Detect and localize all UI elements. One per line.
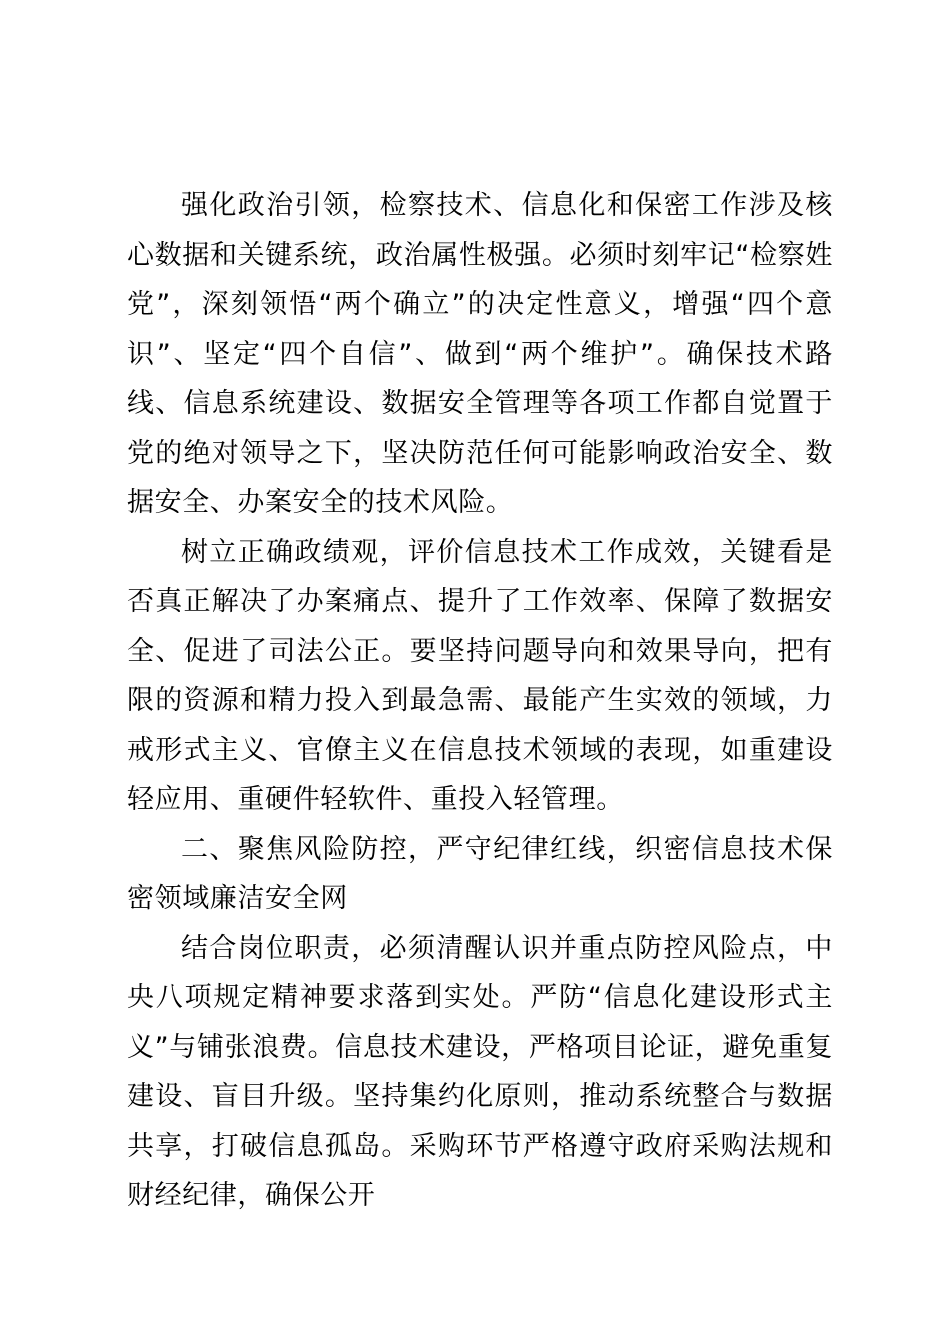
section-heading: 二、聚焦风险防控，严守纪律红线，织密信息技术保密领域廉洁安全网 [127,833,833,914]
document-body [127,181,833,1221]
paragraph-political-guidance: 强化政治引领，检察技术、信息化和保密工作涉及核心数据和关键系统，政治属性极强。必须时刻牢记“检察姓党”，深刻领悟“两个确立”的决定性意义，增强“四个意识”、坚定“四个自信”、做到“两个维护”。确保技术路线、信息系统建设、数据安全管理等各项工作都自觉置于党的绝对领导之下，坚决防范任何可能影响政治安全、数据安全、办案安全的技术风险。 [127,190,833,518]
paragraph-risk-control: 结合岗位职责，必须清醒认识并重点防控风险点，中央八项规定精神要求落到实处。严防“信息化建设形式主义”与铺张浪费。信息技术建设，严格项目论证，避免重复建设、盲目升级。坚持集约化原则，推动系统整合与数据共享，打破信息孤岛。采购环节严格遵守政府采购法规和财经纪律，确保公开 [127,932,833,1211]
paragraph-performance-view: 树立正确政绩观，评价信息技术工作成效，关键看是否真正解决了办案痛点、提升了工作效率、保障了数据安全、促进了司法公正。要坚持问题导向和效果导向，把有限的资源和精力投入到最急需、最能产生实效的领域，力戒形式主义、官僚主义在信息技术领域的表现，如重建设轻应用、重硬件轻软件、重投入轻管理。 [127,536,833,815]
